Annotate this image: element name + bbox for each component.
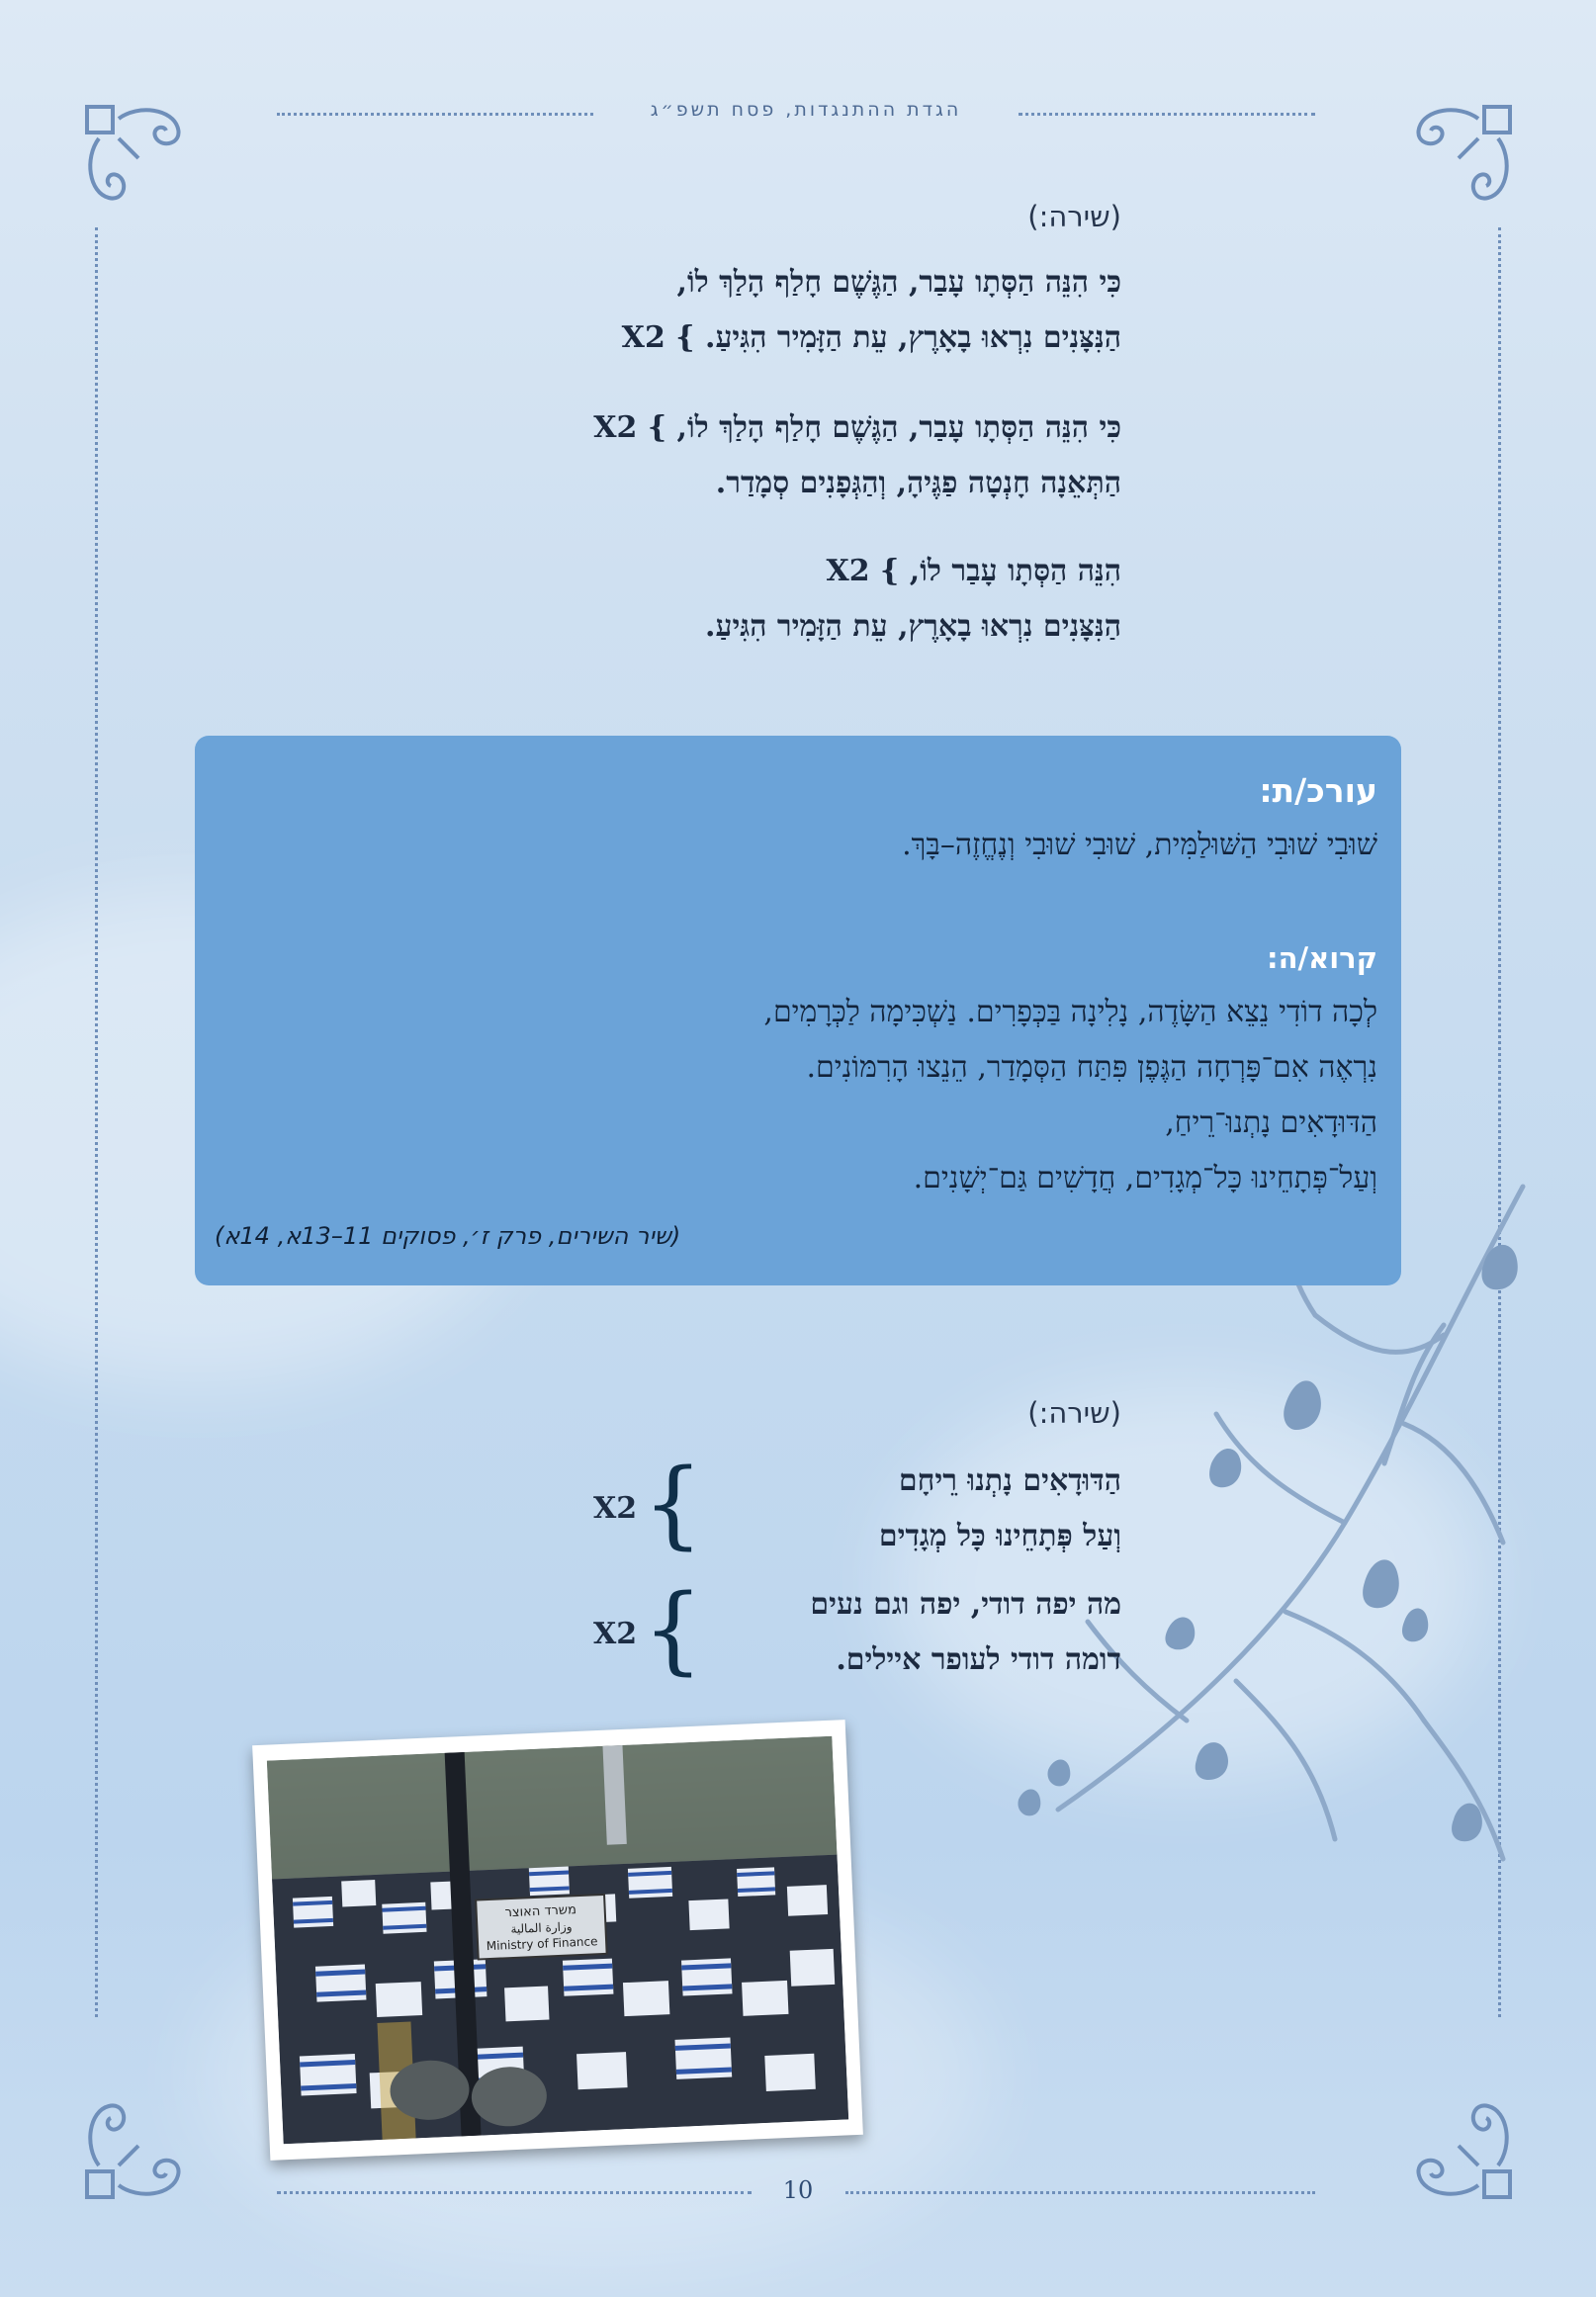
corner-ornament-bottom-left bbox=[79, 2096, 188, 2205]
photo-sign-line-1: משרד האוצר bbox=[504, 1902, 577, 1921]
stanza-2 bbox=[593, 410, 1121, 521]
song-group-1 bbox=[879, 1463, 1121, 1574]
stanza-1 bbox=[622, 265, 1121, 376]
protest-photo bbox=[252, 1720, 863, 2161]
page-number: 10 bbox=[782, 2176, 814, 2204]
stanza-3 bbox=[705, 554, 1121, 664]
sing-label: (שירה:) bbox=[1027, 1396, 1121, 1430]
song-group-1-line-1: הַדּוּדָאִים נָתְנוּ רֵיחָם bbox=[898, 1463, 1121, 1498]
reading-box bbox=[195, 736, 1401, 1285]
frame-left-line bbox=[95, 227, 98, 2017]
reading-citation: (שיר השירים, פרק ז׳, פסוקים 11–13א, 14א) bbox=[215, 1222, 681, 1250]
corner-ornament-bottom-right bbox=[1409, 2096, 1518, 2205]
stanza-2-line-2: הַתְּאֵנָה חָנְטָה פַגֶּיהָ, וְהַגְּפָנִים סְמָדַר. bbox=[715, 466, 1121, 500]
page-header-title: הגדת ההתנגדות, פסח תשפ״ג bbox=[650, 99, 962, 121]
reading-line-1: לְכָה דוֹדִי נֵצֵא הַשָּׂדֶה, נָלִינָה בַּכְּפָרִים. נַשְׁכִּימָה לַכְּרָמִים, bbox=[763, 995, 1377, 1029]
reading-line-3: הַדּוּדָאִים נָתְנוּ־רֵיחַ, bbox=[1165, 1105, 1377, 1140]
stanza-3-line-1: הִנֵּה הַסְּתָו עָבַר לוֹ, } X2 bbox=[826, 554, 1121, 588]
frame-top-right-line bbox=[1019, 113, 1315, 116]
stanza-3-line-2: הַנִּצָּנִים נִרְאוּ בָאָרֶץ, עֵת הַזָּמִיר הִגִּיעַ. bbox=[705, 609, 1121, 644]
photo-sign-line-3: Ministry of Finance bbox=[486, 1934, 598, 1954]
repeat-brace-1: { bbox=[643, 1449, 704, 1559]
section2-label bbox=[1027, 1396, 1121, 1430]
role-editor-label: עורכ/ת: bbox=[1259, 771, 1377, 810]
corner-ornament-top-right bbox=[1409, 99, 1518, 208]
role-editor-line: שׁוּבִי שׁוּבִי הַשּׁוּלַמִּית, שׁוּבִי שׁוּבִי וְנֶחֱזֶה–בָּךְ. bbox=[902, 828, 1377, 862]
reading-line-2: נִרְאֶה אִם־פָּרְחָה הַגֶּפֶן פִּתַּח הַסְּמָדַר, הֵנֵצוּ הָרִמּוֹנִים. bbox=[806, 1050, 1377, 1085]
protest-photo-image bbox=[267, 1736, 848, 2145]
section1-label bbox=[1027, 200, 1121, 233]
repeat-mark-1: X2 bbox=[593, 1491, 638, 1526]
song-group-1-line-2: וְעַל פְּתָחֵינוּ כָּל מְגָדִים bbox=[878, 1519, 1121, 1553]
frame-bottom-left-line bbox=[277, 2191, 752, 2194]
repeat-mark-2: X2 bbox=[593, 1617, 638, 1651]
stanza-1-line-1: כִּי הִנֵּה הַסְּתָו עָבַר, הַגֶּשֶׁם חָלַף הָלַךְ לוֹ, bbox=[676, 265, 1121, 300]
reading-line-4: וְעַל־פְּתָחֵינוּ כָּל־מְגָדִים, חֲדָשִׁים גַּם־יְשָׁנִים. bbox=[913, 1161, 1377, 1195]
corner-ornament-top-left bbox=[79, 99, 188, 208]
stanza-1-line-2: הַנִּצָּנִים נִרְאוּ בָאָרֶץ, עֵת הַזָּמִיר הִגִּיעַ. } X2 bbox=[621, 320, 1121, 355]
song-group-2-line-2: דומה דודי לעופר איילים. bbox=[836, 1642, 1121, 1677]
repeat-brace-2: { bbox=[643, 1574, 704, 1685]
sing-label: (שירה:) bbox=[1027, 200, 1121, 233]
role-reader-label: קרוא/ה: bbox=[1267, 941, 1377, 975]
song-group-2 bbox=[810, 1587, 1121, 1698]
stanza-2-line-1: כִּי הִנֵּה הַסְּתָו עָבַר, הַגֶּשֶׁם חָלַף הָלַךְ לוֹ, } X2 bbox=[593, 410, 1121, 445]
frame-bottom-right-line bbox=[845, 2191, 1315, 2194]
song-group-2-line-1: מה יפה דודי, יפה וגם נעים bbox=[810, 1587, 1121, 1622]
frame-top-left-line bbox=[277, 113, 593, 116]
photo-sign-line-2: وزارة المالية bbox=[510, 1919, 573, 1937]
